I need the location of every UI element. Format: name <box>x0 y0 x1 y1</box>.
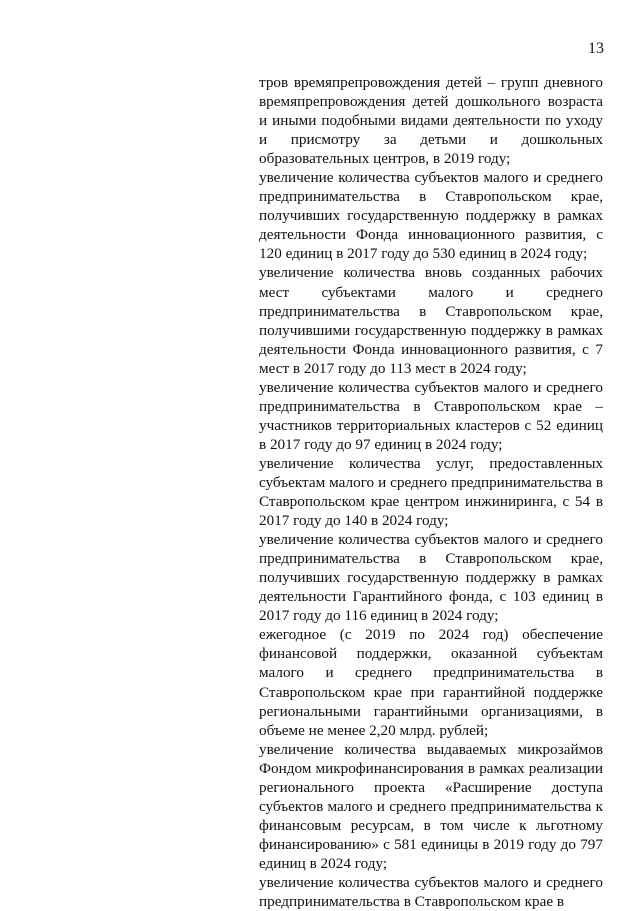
paragraph-clusters: увеличение количества субъектов малого и среднего предпринимательства в Ставропольском крае – участников территориальных кластеров с 52 единиц в 2017 году до 97 единиц в 2024 году; <box>259 378 603 453</box>
paragraph-microloans: увеличение количества выдаваемых микрозаймов Фондом микрофинансирования в рамках реализации регионального проекта «Расширение доступа субъектов малого и среднего предпринимательства к финансовым ресурсам, в том числе к льготному финансированию» с 581 единицы в 2019 году до 797 единиц в 2024 году; <box>259 740 603 872</box>
paragraph-financial-support: ежегодное (с 2019 по 2024 год) обеспечение финансовой поддержки, оказанной субъектам малого и среднего предпринимательства в Ставропольском крае при гарантийной поддержке региональными гарантийными организациями, в объеме не менее 2,20 млрд. рублей; <box>259 626 603 739</box>
paragraph-new-jobs: увеличение количества вновь созданных рабочих мест субъектами малого и среднего предпринимательства в Ставропольском крае, получившими государственную поддержку в рамках деятельности Фонда инновационного развития, с 7 мест в 2017 году до 113 мест в 2024 году; <box>259 264 603 377</box>
paragraph-continuation: тров времяпрепровождения детей – групп дневного времяпрепровождения детей дошкольного возраста и иными подобными видами деятельности по уходу и присмотру за детьми и дошкольных образовательных центров, в 2019 году; <box>259 74 603 168</box>
page-number: 13 <box>588 40 604 57</box>
body-text <box>259 73 603 911</box>
paragraph-guarantee-fund: увеличение количества субъектов малого и среднего предпринимательства в Ставропольском крае, получивших государственную поддержку в рамках деятельности Гарантийного фонда, с 103 единиц в 2017 году до 116 единиц в 2024 году; <box>259 531 603 625</box>
paragraph-final-fragment: увеличение количества субъектов малого и среднего предпринимательства в Ставропольском крае в <box>259 873 603 911</box>
paragraph-innovation-support: увеличение количества субъектов малого и среднего предпринимательства в Ставропольском крае, получивших государственную поддержку в рамках деятельности Фонда инновационного развития, с 120 единиц в 2017 году до 530 единиц в 2024 году; <box>259 169 603 263</box>
paragraph-engineering-center: увеличение количества услуг, предоставленных субъектам малого и среднего предпринимательства в Ставропольском крае центром инжиниринга, с 54 в 2017 году до 140 в 2024 году; <box>259 454 603 530</box>
